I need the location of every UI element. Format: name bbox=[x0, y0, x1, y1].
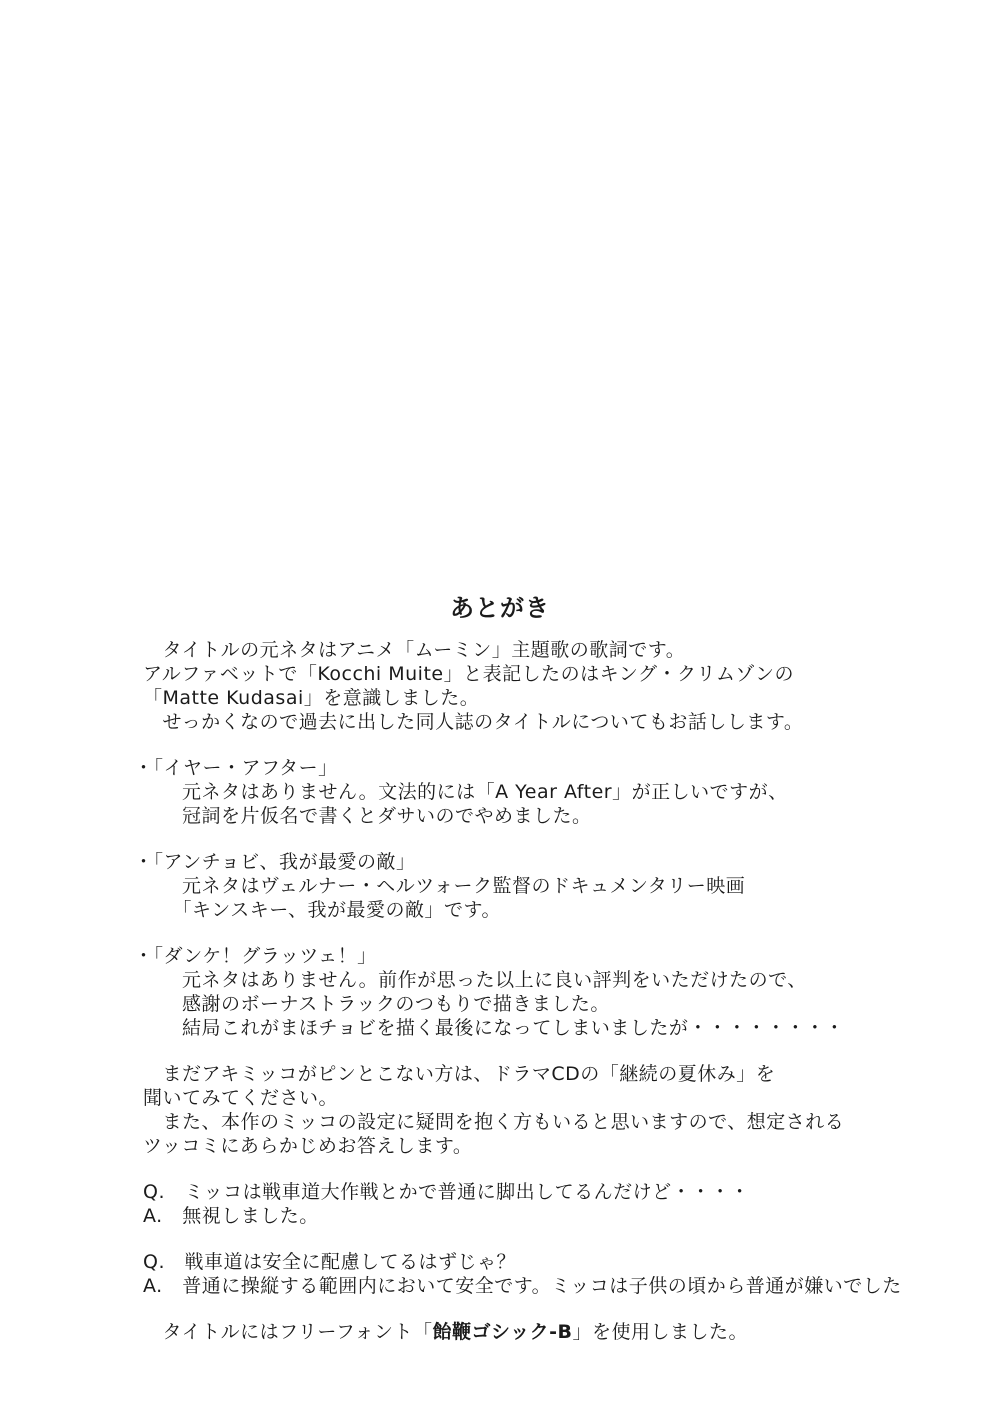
text-line: 「Matte Kudasai」を意識しました。 bbox=[143, 687, 480, 709]
text-line: 元ネタはヴェルナー・ヘルツォーク監督のドキュメンタリー映画 bbox=[143, 875, 746, 897]
item-anchovy bbox=[134, 850, 943, 922]
text-line: せっかくなので過去に出した同人誌のタイトルについてもお話しします。 bbox=[143, 711, 804, 733]
qa-block-2 bbox=[143, 1250, 943, 1298]
text-line: 結局これがまほチョビを描く最後になってしまいましたが・・・・・・・・ bbox=[143, 1017, 845, 1039]
text-line: ツッコミにあらかじめお答えします。 bbox=[143, 1135, 473, 1157]
intro-paragraph bbox=[143, 638, 943, 734]
page-title: あとがき bbox=[450, 594, 550, 622]
question-line: Q. 戦車道は安全に配慮してるはずじゃ？ bbox=[143, 1251, 516, 1273]
text-line: アルファベットで「Kocchi Muite」と表記したのはキング・クリムゾンの bbox=[143, 663, 795, 685]
font-note-prefix: タイトルにはフリーフォント「 bbox=[143, 1321, 433, 1343]
item-title-line: ・「イヤー・アフター」 bbox=[134, 757, 338, 779]
text-line: 聞いてみてください。 bbox=[143, 1087, 339, 1109]
text-line: また、本作のミッコの設定に疑問を抱く方もいると思いますので、想定される bbox=[143, 1111, 845, 1133]
answer-line: A. 普通に操縦する範囲内において安全です。ミッコは子供の頃から普通が嫌いでした bbox=[143, 1275, 902, 1297]
font-note bbox=[143, 1320, 943, 1344]
font-note-suffix: 」を使用しました。 bbox=[572, 1321, 748, 1343]
answer-line: A. 無視しました。 bbox=[143, 1205, 319, 1227]
text-line: 冠詞を片仮名で書くとダサいのでやめました。 bbox=[143, 805, 592, 827]
font-note-font-name: 飴鞭ゴシック-B bbox=[432, 1321, 573, 1343]
text-line: 「キンスキー、我が最愛の敵」です。 bbox=[143, 899, 501, 921]
font-note-line bbox=[143, 1320, 943, 1344]
text-line: 感謝のボーナストラックのつもりで描きました。 bbox=[143, 993, 610, 1015]
item-danke bbox=[134, 944, 943, 1040]
text-line: 元ネタはありません。文法的には「A Year After」が正しいですが、 bbox=[143, 781, 788, 803]
question-line: Q. ミッコは戦車道大作戦とかで普通に脚出してるんだけど・・・・ bbox=[143, 1181, 750, 1203]
qa-block-1 bbox=[143, 1180, 943, 1228]
notes-paragraph bbox=[143, 1062, 943, 1158]
afterword-body bbox=[134, 638, 943, 1344]
item-title-line: ・「アンチョビ、我が最愛の敵」 bbox=[134, 851, 416, 873]
item-year-after bbox=[134, 756, 943, 828]
text-line: まだアキミッコがピンとこない方は、ドラマCDの「継続の夏休み」を bbox=[143, 1063, 776, 1085]
text-line: 元ネタはありません。前作が思った以上に良い評判をいただけたので、 bbox=[143, 969, 807, 991]
item-title-line: ・「ダンケ！グラッツェ！」 bbox=[134, 945, 377, 967]
text-line: タイトルの元ネタはアニメ「ムーミン」主題歌の歌詞です。 bbox=[143, 639, 686, 661]
